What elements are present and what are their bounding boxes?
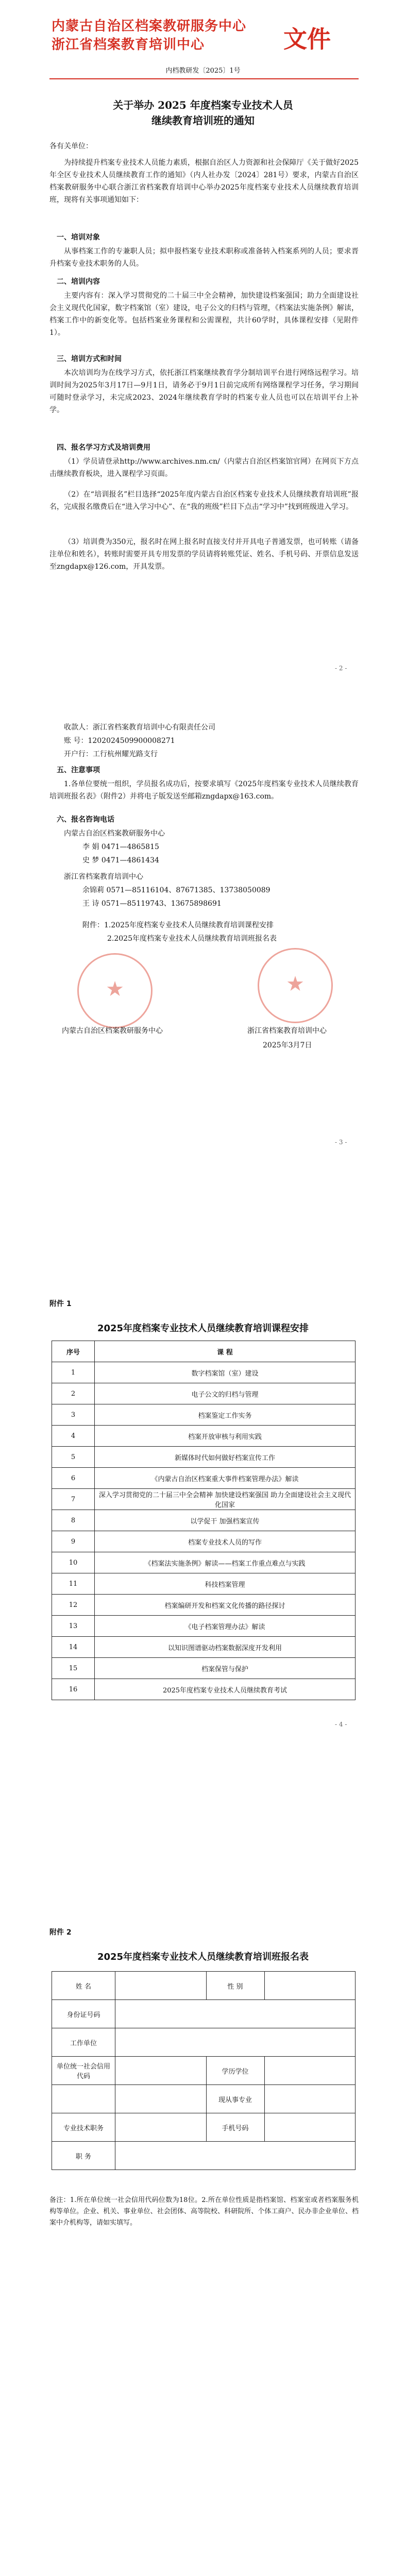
table-row (52, 1616, 356, 1637)
section-3-body: 本次培训均为在线学习方式，依托浙江档案继续教育学分制培训平台进行网络远程学习。培训时间为2025年3月17日—9月1日，请务必于9月1日前完成所有网络课程学习任务，学习期间可随时登录学习，未完成2023、2024年继续教育学时的档案专业人员也可以在培训平台上补学。 (49, 369, 359, 414)
course-name: 档案鉴定工作实务 (95, 1404, 356, 1426)
course-number: 3 (52, 1404, 95, 1426)
page-number: - 3 - (335, 1139, 347, 1146)
registration-form-table (52, 1971, 356, 2170)
course-number: 4 (52, 1426, 95, 1447)
account-number: 账 号：1202024509900008271 (64, 737, 175, 745)
course-schedule-table (52, 1341, 356, 1700)
course-name: 档案编研开发和档案文化传播的路径探讨 (95, 1595, 356, 1616)
section-4-title: 四、报名学习方式及培训费用 (57, 444, 150, 452)
course-number: 8 (52, 1510, 95, 1531)
form-field-tech[interactable] (115, 2113, 207, 2142)
form-label-title (52, 2085, 115, 2113)
attachment-2-ref: 2.2025年度档案专业技术人员继续教育培训班报名表 (107, 935, 277, 943)
table-row (52, 1573, 356, 1595)
contact-3: 余锦莉 0571—85116104、87671385、13738050089 (82, 886, 270, 894)
issuer-name-line1: 内蒙古自治区档案教研服务中心 (52, 19, 247, 34)
course-number: 9 (52, 1531, 95, 1552)
course-number: 2 (52, 1383, 95, 1404)
table-row (52, 1383, 356, 1404)
intro-paragraph: 为持续提升档案专业技术人员能力素质，根据自治区人力资源和社会保障厅《关于做好2025年全区专业技术人员继续教育工作的通知》（内人社办发〔2024〕281号）要求，内蒙古自治区档案教研服务中心联合浙江省档案教育培训中心举办2025年度档案专业技术人员继续教育培训班，现将有关事项通知如下： (49, 159, 359, 204)
table-row (52, 1362, 356, 1383)
form-label-study: 学历学位 (206, 2057, 264, 2085)
annex-2-title: 2025年度档案专业技术人员继续教育培训班报名表 (97, 1952, 309, 1962)
course-name: 档案开放审核与利用实践 (95, 1426, 356, 1447)
form-label-gender: 性 别 (206, 1972, 264, 2000)
page-number: - 2 - (335, 665, 347, 672)
course-number: 6 (52, 1468, 95, 1489)
section-2-body: 主要内容有：深入学习贯彻党的二十届三中全会精神，加快建设档案强国；助力全面建设社会主义现代化国家，数字档案馆（室）建设，电子公文的归档与管理，《档案法实施条例》解读，档案工作中的新变化等。包括档案业务课程和公需课程，共计60学时，具体课程安排（见附件1）。 (49, 292, 359, 337)
form-field-work[interactable] (115, 2028, 356, 2057)
section-1-body: 从事档案工作的专兼职人员；拟申报档案专业技术职称或准备转入档案系列的人员；要求晋升档案专业技术职务的人员。 (49, 247, 359, 268)
form-label-position: 职 务 (52, 2142, 115, 2170)
section-1-title: 一、培训对象 (57, 233, 100, 242)
course-number: 12 (52, 1595, 95, 1616)
annex-1-title: 2025年度档案专业技术人员继续教育培训课程安排 (97, 1323, 309, 1334)
table-row (52, 1404, 356, 1426)
contact-org-1: 内蒙古自治区档案教研服务中心 (64, 829, 165, 838)
course-name: 以学促干 加强档案宣传 (95, 1510, 356, 1531)
form-notes: 备注：1.所在单位统一社会信用代码位数为18位。2.所在单位性质是指档案馆、档案室或者档案服务机构等单位。企业、机关、事业单位、社会团体、高等院校、科研院所、个体工商户、民办非企业单位、档案中介机构等，请如实填写。 (49, 2196, 359, 2227)
seal-stamp-right: ★ (258, 948, 333, 1023)
course-name: 新媒体时代如何做好档案宣传工作 (95, 1447, 356, 1468)
table-row (52, 1468, 356, 1489)
signature-org-2: 浙江省档案教育培训中心 (247, 1027, 327, 1035)
table-row (52, 1658, 356, 1679)
course-name: 《内蒙古自治区档案重大事件档案管理办法》解读 (95, 1468, 356, 1489)
salutation: 各有关单位： (49, 142, 93, 150)
form-field-study[interactable] (264, 2057, 356, 2085)
course-name: 2025年度档案专业技术人员继续教育考试 (95, 1679, 356, 1700)
course-name: 科技档案管理 (95, 1573, 356, 1595)
attachment-1-ref: 附件：1.2025年度档案专业技术人员继续教育培训课程安排 (82, 921, 274, 929)
annex-2-label: 附件 2 (49, 1928, 72, 1937)
red-divider (49, 78, 359, 79)
table-row (52, 1510, 356, 1531)
section-4-step-2: （2）在“培训报名”栏目选择“2025年度内蒙古自治区档案专业技术人员继续教育培训班”报名，完成报名缴费后在“进入学习中心”、在“我的班级”栏目下点击“学习中”找到班级进入学习。 (49, 490, 359, 511)
form-label-phone: 手机号码 (206, 2113, 264, 2142)
course-number: 16 (52, 1679, 95, 1700)
course-number: 11 (52, 1573, 95, 1595)
bank-name: 开户行：工行杭州耀光路支行 (64, 750, 158, 758)
form-field-name[interactable] (115, 1972, 207, 2000)
table-row (52, 1552, 356, 1573)
section-4-step-3: （3）培训费为350元，报名时在网上报名时直接支付并开具电子普通发票，也可转账（请备注单位和姓名），转账时需要开具专用发票的学员请将转账凭证、姓名、手机号码、开票信息发送至zngdapx@126.com，开具发票。 (49, 538, 359, 571)
table-row (52, 1637, 356, 1658)
column-header-number: 序号 (52, 1341, 95, 1362)
table-row (52, 1595, 356, 1616)
contact-1: 李 娟 0471—4865815 (82, 843, 159, 851)
form-label-work: 工作单位 (52, 2028, 115, 2057)
section-4-step-1: （1）学员请登录http://www.archives.nm.cn/（内蒙古自治区档案馆官网）在网页下方点击继续教育板块，进入课程学习页面。 (49, 457, 359, 478)
form-label-credit: 单位统一社会信用代码 (52, 2057, 115, 2085)
course-number: 15 (52, 1658, 95, 1679)
course-number: 14 (52, 1637, 95, 1658)
course-number: 13 (52, 1616, 95, 1637)
course-name: 深入学习贯彻党的二十届三中全会精神 加快建设档案强国 助力全面建设社会主义现代化国家 (95, 1489, 356, 1510)
form-field-position[interactable] (115, 2142, 356, 2170)
contact-org-2: 浙江省档案教育培训中心 (64, 873, 143, 881)
course-number: 5 (52, 1447, 95, 1468)
issuer-name-line2: 浙江省档案教育培训中心 (52, 37, 205, 53)
form-label-id: 身份证号码 (52, 2000, 115, 2028)
form-field-credit[interactable] (115, 2057, 207, 2085)
form-label-tech: 专业技术职务 (52, 2113, 115, 2142)
course-name: 数字档案馆（室）建设 (95, 1362, 356, 1383)
course-number: 1 (52, 1362, 95, 1383)
course-name: 电子公文的归档与管理 (95, 1383, 356, 1404)
table-row (52, 1679, 356, 1700)
course-number: 7 (52, 1489, 95, 1510)
signature-org-1: 内蒙古自治区档案教研服务中心 (62, 1027, 163, 1035)
signature-date: 2025年3月7日 (263, 1041, 312, 1049)
form-field-phone[interactable] (264, 2113, 356, 2142)
seal-stamp-left: ★ (77, 953, 153, 1028)
notice-title-line1: 关于举办 2025 年度档案专业技术人员 (113, 99, 293, 111)
form-field-blank[interactable] (115, 2085, 207, 2113)
form-field-profession[interactable] (264, 2085, 356, 2113)
form-label-profession: 现从事专业 (206, 2085, 264, 2113)
document-word: 文件 (283, 25, 331, 53)
notice-title-line2: 继续教育培训班的通知 (151, 114, 255, 127)
contact-4: 王 诗 0571—85119743、13675898691 (82, 900, 222, 908)
table-row (52, 1447, 356, 1468)
course-name: 《电子档案管理办法》解读 (95, 1616, 356, 1637)
contact-2: 史 梦 0471—4861434 (82, 856, 159, 865)
course-name: 《档案法实施条例》解读——档案工作重点难点与实践 (95, 1552, 356, 1573)
section-2-title: 二、培训内容 (57, 278, 100, 286)
section-6-title: 六、报名咨询电话 (57, 816, 114, 824)
form-field-gender[interactable] (264, 1972, 356, 2000)
section-5-body: 1.各单位要统一组织，学员报名成功后，按要求填写《2025年度档案专业技术人员继续教育培训班报名表》（附件2）并将电子版发送至邮箱zngdapx@163.com。 (49, 780, 359, 801)
form-field-id[interactable] (115, 2000, 356, 2028)
document-number: 内档教研发〔2025〕1号 (165, 67, 241, 75)
annex-1-label: 附件 1 (49, 1300, 72, 1308)
course-name: 档案专业技术人员的写作 (95, 1531, 356, 1552)
table-row (52, 1489, 356, 1510)
course-number: 10 (52, 1552, 95, 1573)
form-label-name: 姓 名 (52, 1972, 115, 2000)
section-5-title: 五、注意事项 (57, 766, 100, 774)
payee: 收款人：浙江省档案教育培训中心有限责任公司 (64, 723, 215, 732)
table-row (52, 1426, 356, 1447)
course-name: 以知识图谱驱动档案数据深度开发利用 (95, 1637, 356, 1658)
column-header-course: 课 程 (95, 1341, 356, 1362)
table-row (52, 1531, 356, 1552)
section-3-title: 三、培训方式和时间 (57, 355, 122, 363)
page-number: - 4 - (335, 1721, 347, 1728)
course-name: 档案保管与保护 (95, 1658, 356, 1679)
